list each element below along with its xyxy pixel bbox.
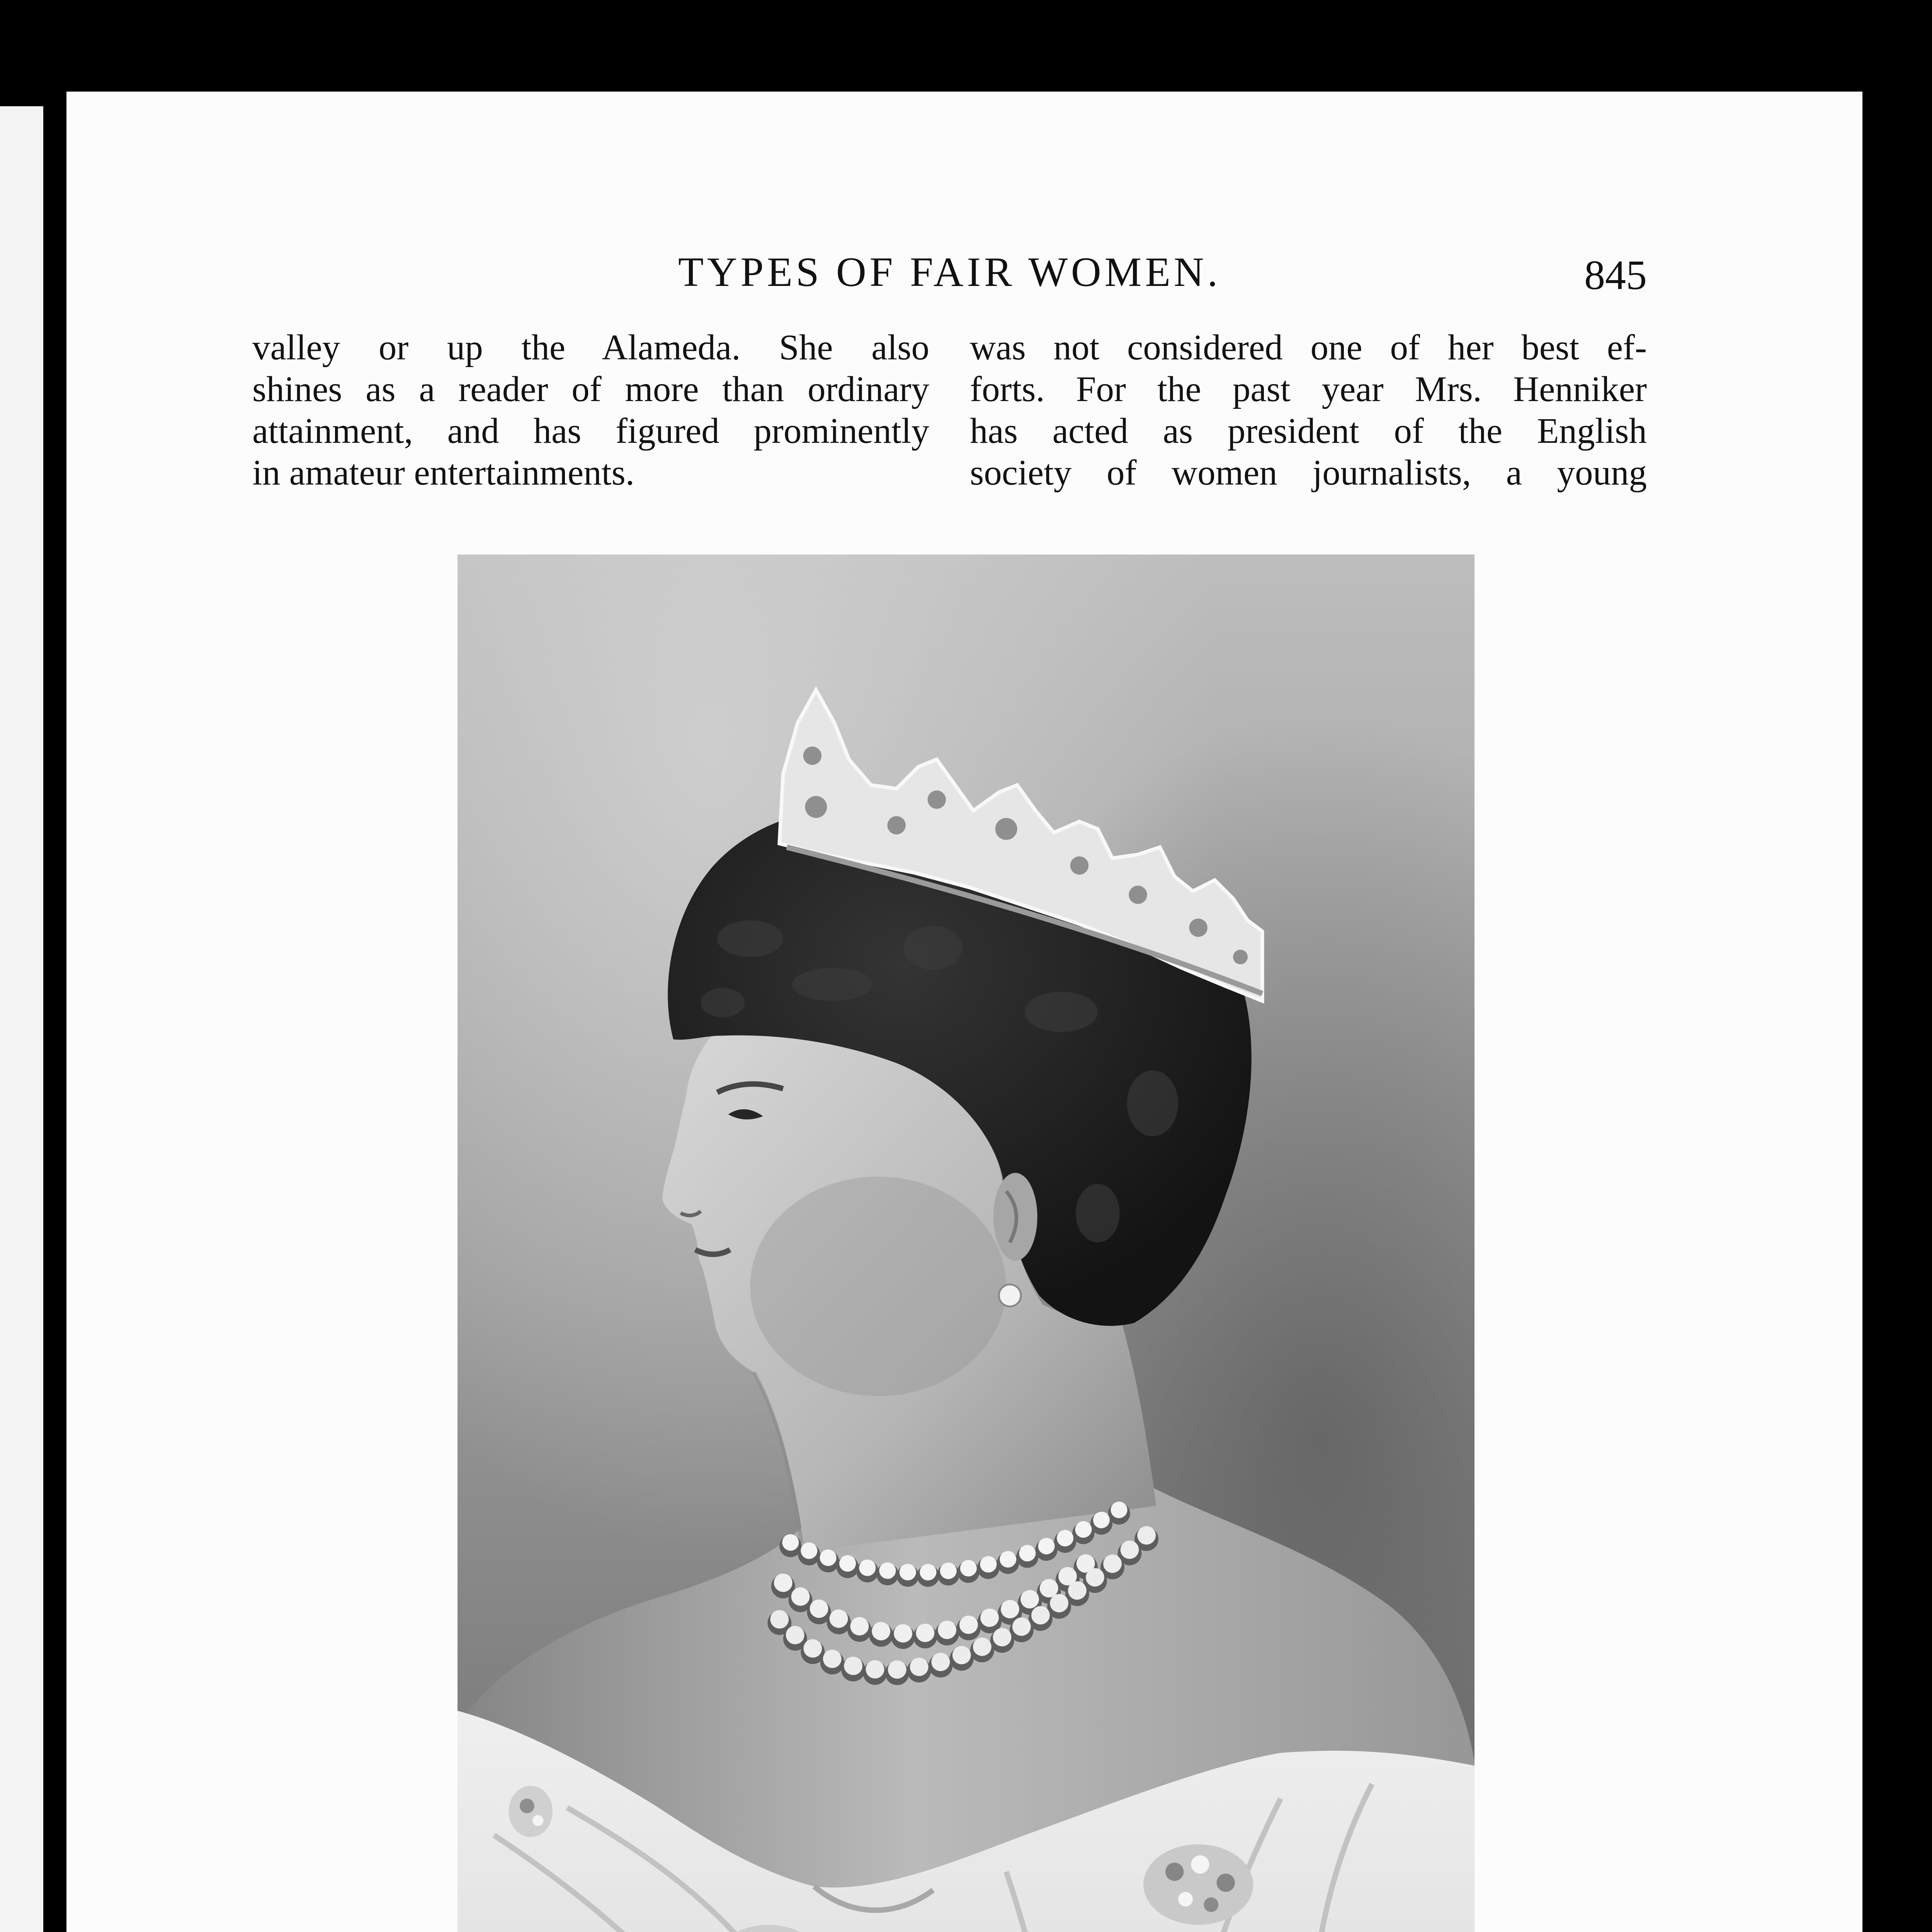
column-top-left — [252, 327, 929, 494]
photo-earring — [999, 1284, 1021, 1306]
text-line: forts. For the past year Mrs. Henniker — [970, 369, 1647, 409]
text-line: in amateur entertainments. — [252, 453, 635, 493]
page-number: 845 — [1584, 252, 1647, 298]
text-line: society of women journalists, a young — [970, 453, 1647, 493]
text-line: valley or up the Alameda. She also — [252, 328, 929, 367]
photo-brooch-right — [1143, 1844, 1253, 1925]
photo-ear — [993, 1173, 1037, 1260]
column-top-right — [970, 327, 1647, 494]
text-line: has acted as president of the English — [970, 411, 1647, 451]
text-line: was not considered one of her best ef- — [970, 328, 1647, 367]
text-line: shines as a reader of more than ordinary — [252, 369, 929, 409]
facing-page-edge — [0, 106, 43, 1932]
text-line: attainment, and has figured prominently — [252, 411, 929, 451]
photo-shoulder-ornament — [509, 1786, 553, 1837]
portrait-photo — [457, 554, 1475, 1932]
running-head: TYPES OF FAIR WOMEN. — [678, 249, 1221, 295]
